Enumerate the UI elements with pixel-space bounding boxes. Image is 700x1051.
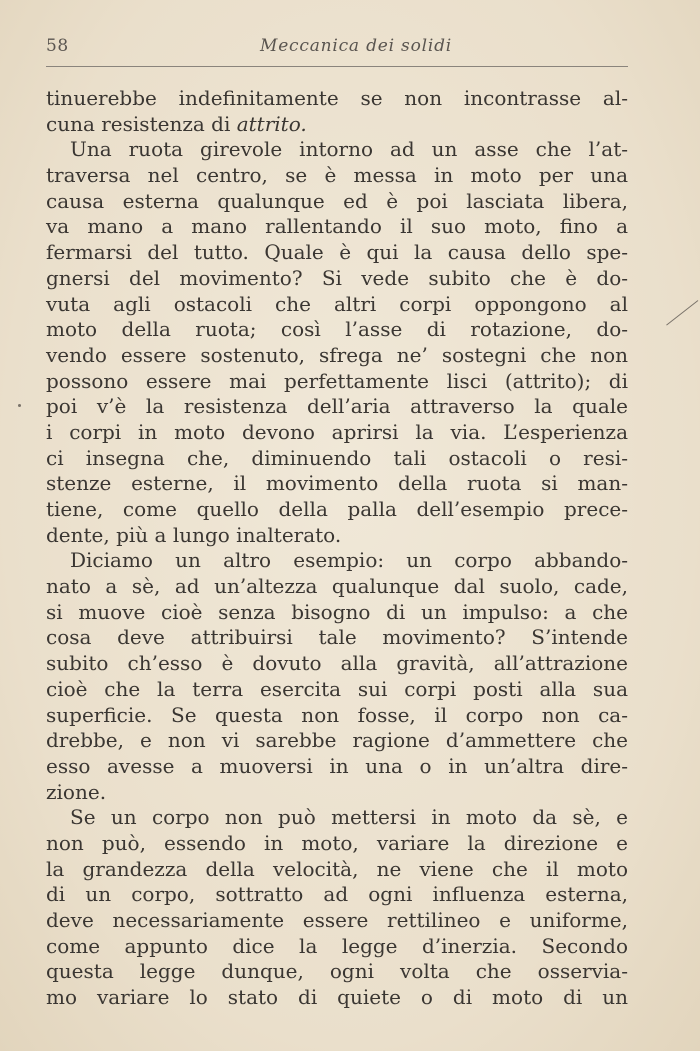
text-line: [46, 266, 628, 292]
text-line: [46, 728, 628, 754]
text-line-content: di un corpo, sottratto ad ogni influenza esterna,: [46, 882, 628, 907]
text-line-content: si muove cioè senza bisogno di un impulso: a che: [46, 599, 628, 624]
text-line-content: moto della ruota; così l’asse di rotazione, do-: [46, 317, 628, 342]
text-line: [46, 985, 628, 1011]
text-line-content: stenze esterne, il movimento della ruota si man-: [46, 471, 628, 496]
ink-speck: [18, 404, 21, 407]
text-line-content: possono essere mai perfettamente lisci (attrito); di: [46, 368, 628, 393]
text-line-content: la grandezza della velocità, ne viene che il moto: [46, 856, 628, 881]
text-line: [46, 86, 628, 112]
page-number: 58: [46, 36, 69, 56]
text-line-content: questa legge dunque, ogni volta che osservia-: [46, 959, 628, 984]
text-line-content: tiene, come quello della palla dell’esempio prece-: [46, 497, 628, 521]
text-line: [46, 959, 628, 985]
text-line-content: vuta agli ostacoli che altri corpi oppongono al: [46, 291, 628, 316]
text-line: [46, 137, 628, 163]
text-line-content: traversa nel centro, se è messa in moto per una: [46, 163, 628, 188]
text-line-content: deve necessariamente essere rettilineo e uniforme,: [46, 908, 628, 932]
text-line: [46, 600, 628, 626]
text-line-content: causa esterna qualunque ed è poi lasciata libera,: [46, 188, 628, 213]
text-line: [46, 703, 628, 729]
text-line-content: vendo essere sostenuto, sfrega ne’ sostegni che non: [46, 342, 628, 367]
text-line: [46, 908, 628, 934]
text-line-content: ci insegna che, diminuendo tali ostacoli o resi-: [46, 445, 628, 470]
text-line: [46, 857, 628, 883]
text-line-content: subito ch’esso è dovuto alla gravità, all’attrazione: [46, 651, 628, 676]
text-line: [46, 163, 628, 189]
text-line-content: drebbe, e non vi sarebbe ragione d’ammettere che: [46, 728, 628, 753]
text-line-content: dente, più a lungo inalterato.: [46, 522, 342, 547]
text-line: [46, 420, 628, 446]
text-line: [46, 240, 628, 266]
text-line: [46, 651, 628, 677]
text-line-content: Se un corpo non può mettersi in moto da sè, e: [70, 805, 628, 830]
text-line: [46, 805, 628, 831]
text-line: [46, 831, 628, 857]
text-line: [46, 369, 628, 395]
text-line-content: nato a sè, ad un’altezza qualunque dal suolo, cade,: [46, 574, 628, 599]
text-line: [46, 317, 628, 343]
text-line: [46, 780, 628, 806]
text-line-content: Diciamo un altro esempio: un corpo abbando-: [70, 548, 628, 573]
header-rule: [46, 66, 628, 67]
text-line-content: poi v’è la resistenza dell’aria attraverso la quale: [46, 394, 628, 419]
text-line: [46, 754, 628, 780]
text-line: [46, 497, 628, 523]
body-text: [46, 86, 628, 1011]
text-line: [46, 523, 628, 549]
text-line: [46, 625, 628, 651]
text-line-content: fermarsi del tutto. Quale è qui la causa dello spe-: [46, 240, 628, 265]
text-line-content: superficie. Se questa non fosse, il corpo non ca-: [46, 702, 628, 727]
text-line-content: Una ruota girevole intorno ad un asse che l’at-: [70, 137, 628, 162]
text-line-content: cosa deve attribuirsi tale movimento? S’intende: [46, 625, 628, 650]
text-line-content: non può, essendo in moto, variare la direzione e: [46, 830, 628, 855]
text-line-content: cioè che la terra esercita sui corpi posti alla sua: [46, 676, 628, 701]
text-line: [46, 471, 628, 497]
text-line-content: come appunto dice la legge d’inerzia. Secondo: [46, 933, 628, 958]
margin-stroke: [666, 300, 698, 325]
text-line: [46, 574, 628, 600]
text-line-content: esso avesse a muoversi in una o in un’altra dire-: [46, 753, 628, 778]
text-line: [46, 882, 628, 908]
text-line-content: cuna resistenza di: [46, 111, 237, 136]
text-line: [46, 343, 628, 369]
text-line-content: va mano a mano rallentando il suo moto, fino a: [46, 214, 628, 239]
text-line: [46, 548, 628, 574]
text-line: [46, 446, 628, 472]
text-line-content: tinuerebbe indefinitamente se non incontrasse al-: [46, 86, 628, 110]
text-line-content: zione.: [46, 779, 107, 804]
page-header: [46, 34, 626, 60]
text-line: [46, 934, 628, 960]
text-line-content: mo variare lo stato di quiete o di moto di un: [46, 985, 628, 1010]
text-line: [46, 677, 628, 703]
text-line: [46, 394, 628, 420]
text-line-content: i corpi in moto devono aprirsi la via. L’esperienza: [46, 419, 628, 444]
text-line-content: gnersi del movimento? Si vede subito che è do-: [46, 265, 628, 290]
text-line: [46, 214, 628, 240]
text-line: [46, 189, 628, 215]
italic-term: attrito.: [236, 111, 307, 136]
text-line: [46, 292, 628, 318]
text-line: [46, 112, 628, 138]
running-title: Meccanica dei solidi: [259, 36, 453, 56]
